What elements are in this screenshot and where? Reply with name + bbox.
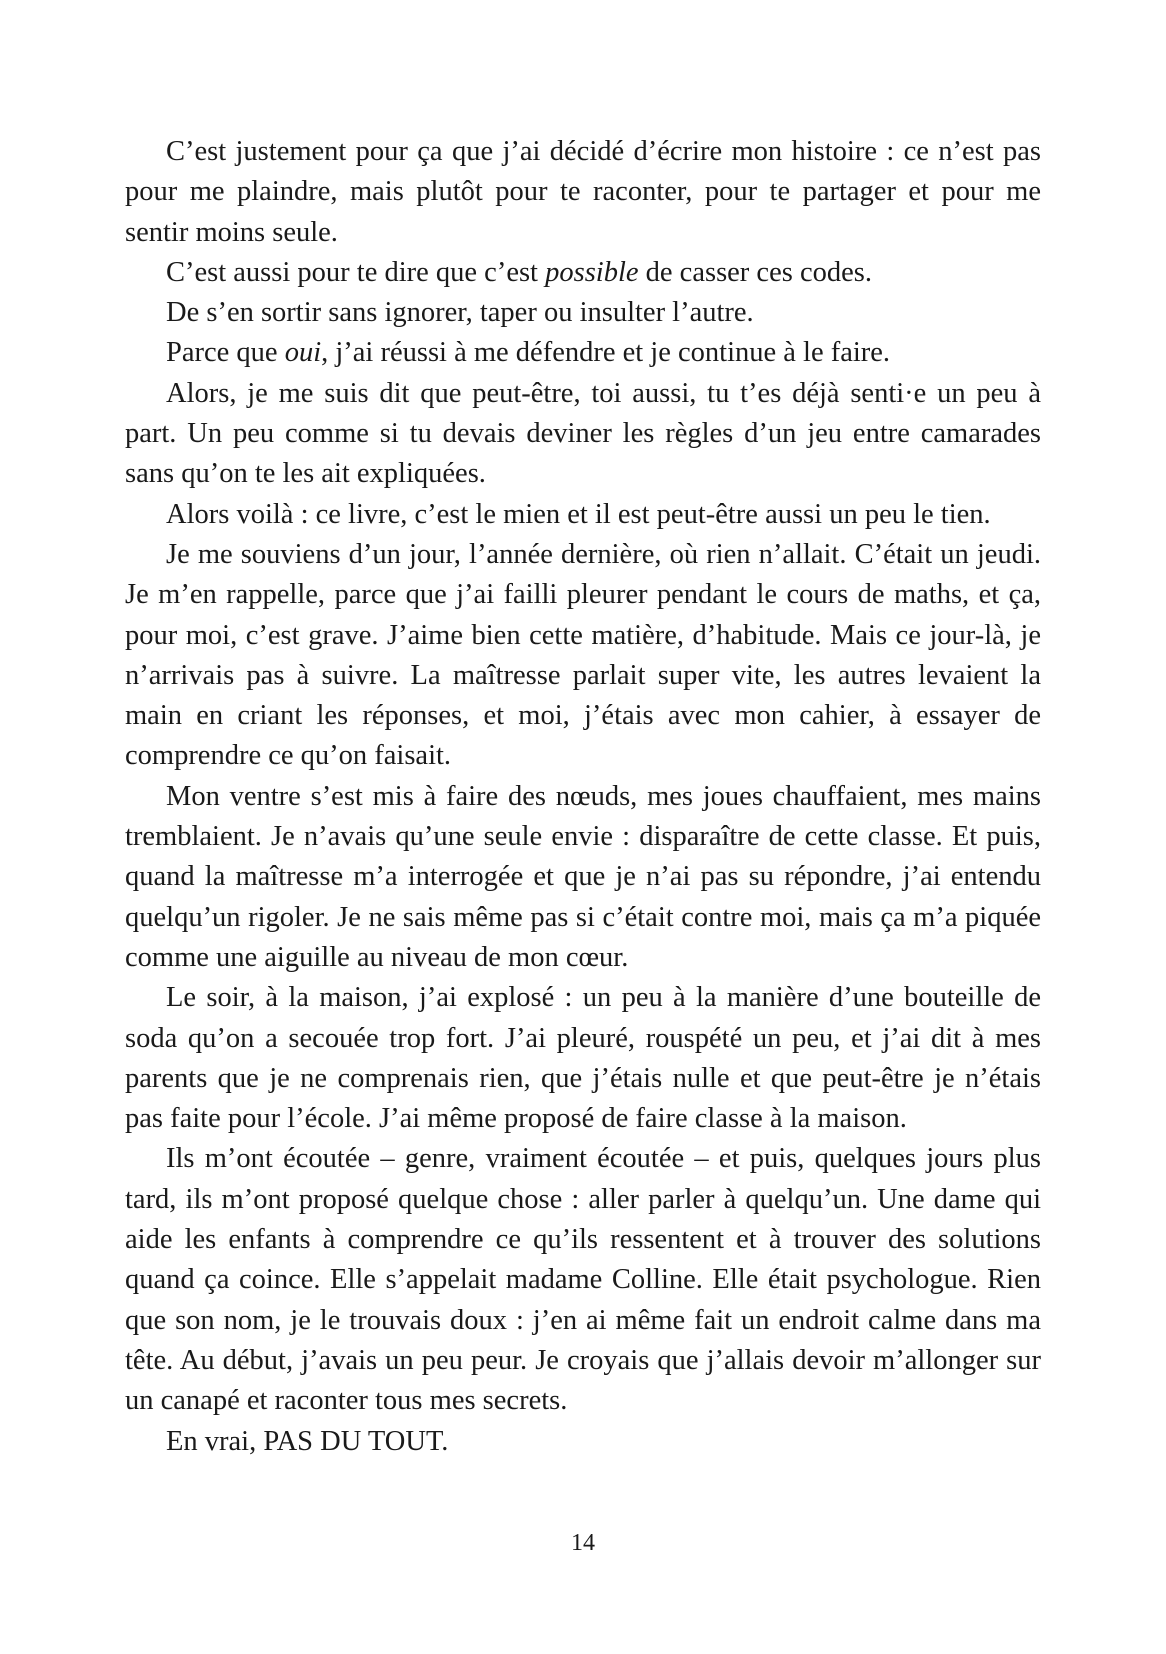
paragraph-4-emphasis: oui — [284, 337, 322, 369]
paragraph-7 — [125, 535, 1041, 777]
paragraph-7-text: Je me souviens d’un jour, l’année dernière, où rien n’allait. C’était un jeudi. Je m’en rappelle, parce que j’ai failli pleurer pendant le cours de maths, et ça, pour moi, c’est grave. J’aime bien cette matière, d’habitude. Mais ce jour-là, je n’arrivais pas à suivre. La maîtresse parlait super vite, les autres levaient la main en criant les réponses, et moi, j’étais avec mon cahier, à essayer de comprendre ce qu’on faisait. — [125, 538, 1041, 772]
paragraph-10-text: Ils m’ont écoutée – genre, vraiment écoutée – et puis, quelques jours plus tard, ils m’ont proposé quelque chose : aller parler à quelqu’un. Une dame qui aide les enfants à comprendre ce qu’ils ressentent et à trouver des solutions quand ça coince. Elle s’appelait madame Colline. Elle était psychologue. Rien que son nom, je le trouvais doux : j’en ai même fait un endroit calme dans ma tête. Au début, j’avais un peu peur. Je croyais que j’allais devoir m’allonger sur un canapé et raconter tous mes secrets. — [125, 1143, 1041, 1417]
paragraph-2-emphasis: possible — [545, 256, 639, 288]
paragraph-1 — [125, 132, 1041, 253]
paragraph-5-text: Alors, je me suis dit que peut-être, toi aussi, tu t’es déjà senti·e un peu à part. Un peu comme si tu devais deviner les règles d’un jeu entre camarades sans qu’on te les ait expliquées. — [125, 377, 1041, 490]
paragraph-8 — [125, 777, 1041, 978]
paragraph-5 — [125, 374, 1041, 495]
paragraph-11-text: En vrai, PAS DU TOUT. — [166, 1425, 449, 1457]
paragraph-9-text: Le soir, à la maison, j’ai explosé : un peu à la manière d’une bouteille de soda qu’on a secouée trop fort. J’ai pleuré, rouspété un peu, et j’ai dit à mes parents que je ne comprenais rien, que j’étais nulle et que peut-être je n’étais pas faite pour l’école. J’ai même proposé de faire classe à la maison. — [125, 982, 1041, 1135]
paragraph-4 — [125, 333, 1041, 373]
paragraph-6 — [125, 495, 1041, 535]
page-number: 14 — [571, 1530, 595, 1556]
paragraph-2 — [125, 253, 1041, 293]
body-text — [125, 132, 1041, 1462]
paragraph-4-text-end: , j’ai réussi à me défendre et je continue à le faire. — [321, 337, 891, 369]
paragraph-10 — [125, 1139, 1041, 1421]
paragraph-2-text-end: de casser ces codes. — [638, 256, 872, 288]
paragraph-8-text: Mon ventre s’est mis à faire des nœuds, mes joues chauffaient, mes mains tremblaient. Je n’avais qu’une seule envie : disparaître de cette classe. Et puis, quand la maîtresse m’a interrogée et que je n’ai pas su répondre, j’ai entendu quelqu’un rigoler. Je ne sais même pas si c’était contre moi, mais ça m’a piquée comme une aiguille au niveau de mon cœur. — [125, 780, 1041, 973]
paragraph-6-text: Alors voilà : ce livre, c’est le mien et il est peut-être aussi un peu le tien. — [166, 498, 991, 530]
paragraph-9 — [125, 978, 1041, 1139]
paragraph-11 — [125, 1422, 1041, 1462]
paragraph-3 — [125, 293, 1041, 333]
paragraph-4-text-start: Parce que — [166, 337, 285, 369]
paragraph-1-text: C’est justement pour ça que j’ai décidé d’écrire mon histoire : ce n’est pas pour me plaindre, mais plutôt pour te raconter, pour te partager et pour me sentir moins seule. — [125, 136, 1041, 248]
paragraph-3-text: De s’en sortir sans ignorer, taper ou insulter l’autre. — [166, 297, 754, 329]
paragraph-2-text-start: C’est aussi pour te dire que c’est — [166, 256, 546, 288]
